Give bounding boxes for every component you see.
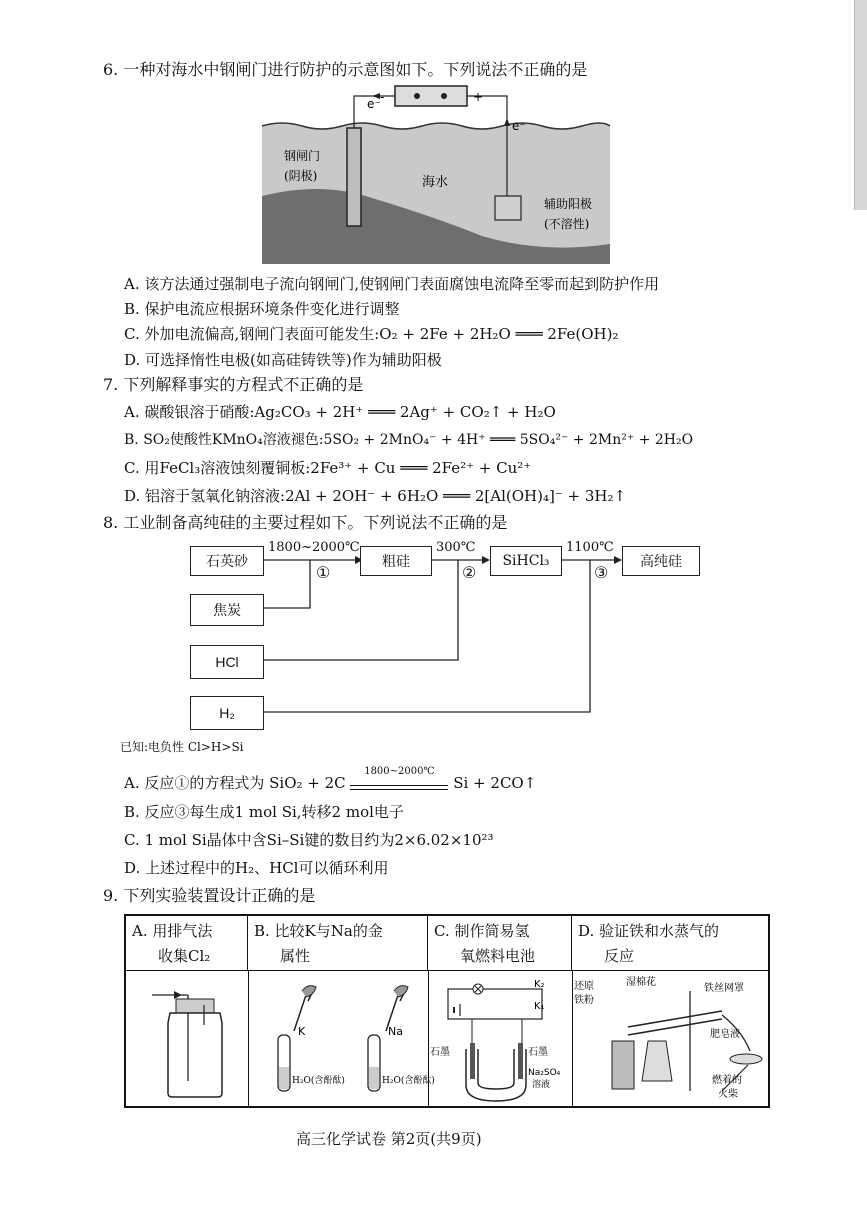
q7-option-a: A. 碳酸银溶于硝酸:Ag₂CO₃ + 2H⁺ ═══ 2Ag⁺ + CO₂↑ + H₂O [124, 403, 556, 421]
q6-gate-label: 钢闸门 [284, 149, 321, 163]
q8-option-b: B. 反应③每生成1 mol Si,转移2 mol电子 [124, 803, 404, 821]
q9-c-solution: Na₂SO₄ [528, 1068, 561, 1078]
q9-col-a-line1: A. 用排气法 [132, 922, 213, 940]
q9-d-wire-gauze: 铁丝网罩 [704, 983, 744, 994]
flow-temp-2: 300℃ [436, 540, 476, 555]
q9-col-d-line2: 反应 [604, 947, 635, 965]
q6-option-a: A. 该方法通过强制电子流向钢闸门,使钢闸门表面腐蚀电流降至零而起到防护作用 [124, 275, 660, 293]
flow-coke: 焦炭 [190, 594, 264, 626]
q9-d-wet-cotton: 湿棉花 [626, 977, 656, 988]
q6-anode-note: (不溶性) [544, 217, 590, 231]
flow-step-1: ① [316, 563, 331, 582]
q8-condition: 1800~2000℃ [364, 765, 435, 777]
q9-d-burning: 燃着的 [712, 1075, 742, 1086]
q6-electron-left: e⁻ [367, 97, 381, 111]
q9-col-b-line2: 属性 [280, 947, 311, 965]
q9-col-c-line1: C. 制作简易氢 [434, 922, 530, 940]
q8-option-a [124, 765, 537, 793]
q6-option-c: C. 外加电流偏高,钢闸门表面可能发生:O₂ + 2Fe + 2H₂O ═══ 2Fe(OH)₂ [124, 325, 619, 343]
q6-anode-label: 辅助阳极 [544, 197, 593, 211]
q7-option-c: C. 用FeCl₃溶液蚀刻覆铜板:2Fe³⁺ + Cu ═══ 2Fe²⁺ + Cu²⁺ [124, 459, 532, 477]
q6-option-d: D. 可选择惰性电极(如高硅铸铁等)作为辅助阳极 [124, 351, 442, 369]
q9-c-solution-2: 溶液 [532, 1080, 551, 1090]
q7-option-b: B. SO₂使酸性KMnO₄溶液褪色:5SO₂ + 2MnO₄⁻ + 4H⁺ ═══ 5SO₄²⁻ + 2Mn²⁺ + 2H₂O [124, 432, 694, 448]
q9-c-graphite-2: 石墨 [528, 1047, 548, 1058]
q9-d-reduced: 还原 [574, 981, 594, 992]
q6-option-b: B. 保护电流应根据环境条件变化进行调整 [124, 300, 400, 318]
q9-c-k2: K₂ [534, 979, 545, 990]
q8-option-a-lhs: A. 反应①的方程式为 SiO₂ + 2C [124, 774, 346, 792]
q9-b-k-label: K [298, 1025, 306, 1038]
flow-coarse-silicon: 粗硅 [360, 546, 432, 576]
q9-col-c [428, 916, 572, 970]
q9-fig-b [248, 970, 435, 1107]
q6-figure [262, 86, 610, 264]
q9-fig-a [126, 970, 249, 1107]
flow-pure-silicon: 高纯硅 [622, 546, 700, 576]
q9-fig-c [428, 970, 573, 1107]
q6-electron-right: e⁻ [512, 119, 526, 133]
q9-col-a [126, 916, 248, 970]
flow-step-3: ③ [594, 563, 609, 582]
scrollbar[interactable] [854, 0, 867, 210]
q9-col-c-line2: 氧燃料电池 [460, 947, 536, 965]
q7-stem: 7. 下列解释事实的方程式不正确的是 [103, 375, 364, 394]
q9-d-soap: 肥皂液 [710, 1029, 740, 1040]
q8-condition-arrow [350, 765, 448, 790]
q6-minus-label: - [380, 90, 385, 104]
q9-b-na-label: Na [388, 1025, 403, 1038]
q9-col-d-line1: D. 验证铁和水蒸气的 [578, 922, 720, 940]
q9-col-b-line1: B. 比较K与Na的金 [254, 922, 383, 940]
q9-b-water-2: H₂O(含酚酞) [382, 1076, 435, 1086]
q9-stem: 9. 下列实验装置设计正确的是 [103, 886, 316, 905]
q9-col-d [572, 916, 768, 970]
q9-fig-d [572, 970, 768, 1107]
q9-table [124, 914, 770, 1108]
q9-c-graphite-1: 石墨 [430, 1047, 450, 1058]
q9-b-water-1: H₂O(含酚酞) [292, 1076, 345, 1086]
q9-col-a-line2: 收集Cl₂ [158, 947, 211, 965]
q8-note: 已知:电负性 Cl>H>Si [120, 740, 244, 754]
q9-col-b [248, 916, 428, 970]
flow-sihcl3: SiHCl₃ [490, 546, 562, 576]
page-footer: 高三化学试卷 第2页(共9页) [296, 1130, 482, 1148]
q9-d-match: 火柴 [718, 1089, 738, 1100]
flow-hcl: HCl [190, 645, 264, 679]
q6-stem: 6. 一种对海水中钢闸门进行防护的示意图如下。下列说法不正确的是 [103, 60, 588, 79]
q8-option-c: C. 1 mol Si晶体中含Si–Si键的数目约为2×6.02×10²³ [124, 831, 494, 849]
q6-plus-label: + [473, 90, 484, 104]
flow-temp-1: 1800~2000℃ [268, 540, 360, 555]
q9-c-k1: K₁ [534, 1001, 545, 1012]
gas-bottle-icon [126, 971, 248, 1107]
flow-quartz: 石英砂 [190, 546, 264, 576]
q7-option-d: D. 铝溶于氢氧化钠溶液:2Al + 2OH⁻ + 6H₂O ═══ 2[Al(OH)₄]⁻ + 3H₂↑ [124, 487, 627, 505]
q9-d-iron-powder: 铁粉 [574, 995, 594, 1006]
flow-step-2: ② [462, 563, 477, 582]
flow-h2: H₂ [190, 696, 264, 730]
test-tubes-icon [248, 971, 435, 1107]
fuel-cell-icon [428, 971, 572, 1107]
q6-seawater-label: 海水 [422, 175, 449, 190]
q8-option-d: D. 上述过程中的H₂、HCl可以循环利用 [124, 859, 389, 877]
q8-stem: 8. 工业制备高纯硅的主要过程如下。下列说法不正确的是 [103, 513, 508, 532]
iron-steam-apparatus-icon [572, 971, 768, 1107]
flow-temp-3: 1100℃ [566, 540, 614, 555]
q8-option-a-rhs: Si + 2CO↑ [453, 774, 537, 792]
q6-gate-role: (阴极) [284, 169, 318, 183]
